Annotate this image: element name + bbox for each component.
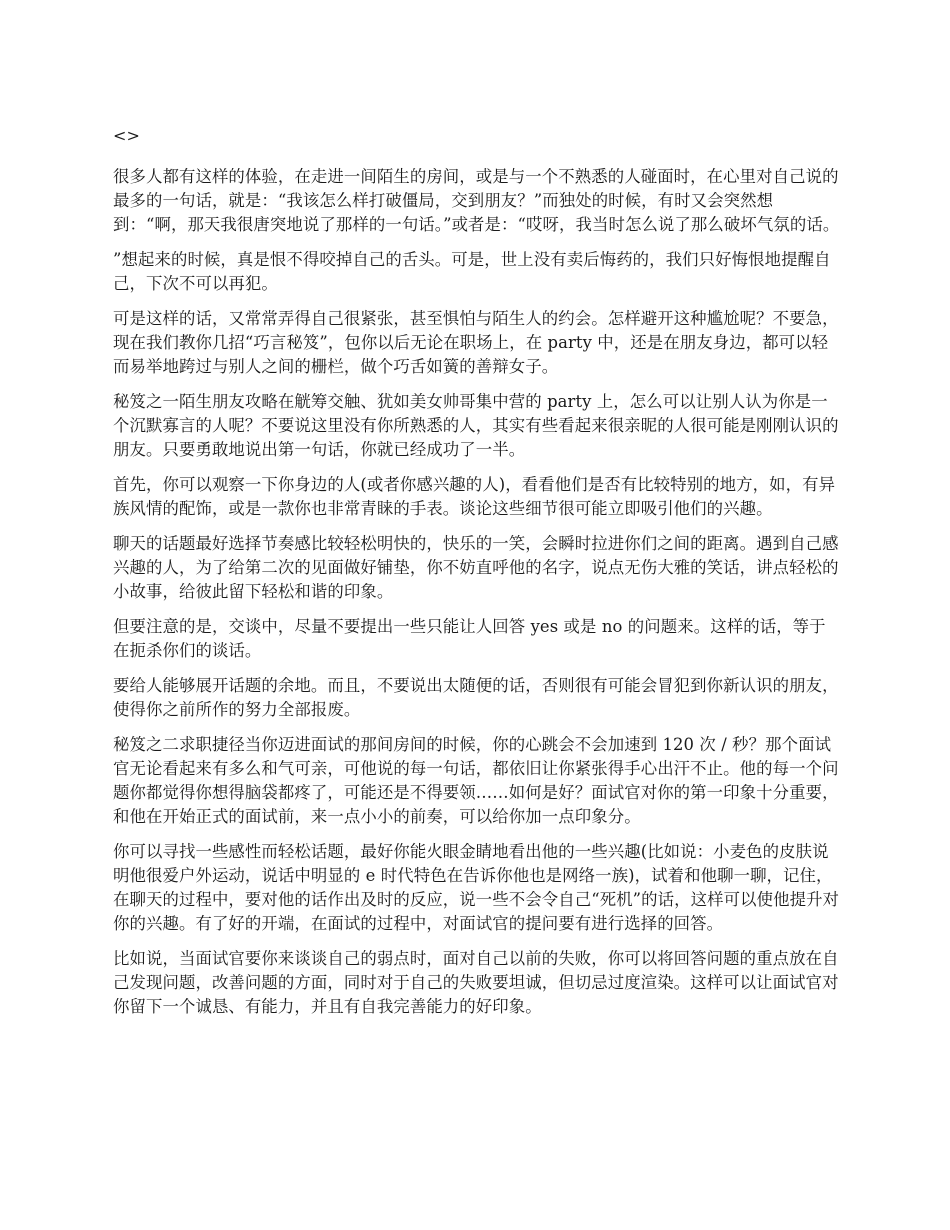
paragraph: 比如说，当面试官要你来谈谈自己的弱点时，面对自己以前的失败，你可以将回答问题的重点放在自己发现问题，改善问题的方面，同时对于自己的失败要坦诚，但切忌过度渲染。这样可以让面试官对你留下一个诚恳、有能力，并且有自我完善能力的好印象。 <box>113 949 839 1016</box>
paragraph: 聊天的话题最好选择节奏感比较轻松明快的，快乐的一笑，会瞬时拉进你们之间的距离。遇到自己感兴趣的人，为了给第二次的见面做好铺垫，你不妨直呼他的名字，说点无伤大雅的笑话，讲点轻松的小故事，给彼此留下轻松和谐的印象。 <box>113 534 839 601</box>
paragraph: 首先，你可以观察一下你身边的人(或者你感兴趣的人)，看看他们是否有比较特别的地方，如，有异族风情的配饰，或是一款你也非常青睐的手表。谈论这些细节很可能立即吸引他们的兴趣。 <box>113 475 836 518</box>
paragraph: 要给人能够展开话题的余地。而且，不要说出太随便的话，否则很有可能会冒犯到你新认识的朋友，使得你之前所作的努力全部报废。 <box>113 676 839 719</box>
paragraph: 可是这样的话，又常常弄得自己很紧张，甚至惧怕与陌生人的约会。怎样避开这种尴尬呢？不要急，现在我们教你几招“巧言秘笈”，包你以后无论在职场上，在 party 中，还是在朋友身边，都可以轻而易举地跨过与别人之间的栅栏，做个巧舌如簧的善辩女子。 <box>113 309 839 376</box>
document-body <box>113 124 841 1030</box>
paragraph: 秘笈之二求职捷径当你迈进面试的那间房间的时候，你的心跳会不会加速到 120 次 / 秒？那个面试官无论看起来有多么和气可亲，可他说的每一句话，都依旧让你紧张得手心出汗不止。他的每一个问题你都觉得你想得脑袋都疼了，可能还是不得要领……如何是好？面试官对你的第一印象十分重要，和他在开始正式的面试前，来一点小小的前奏，可以给你加一点印象分。 <box>113 735 839 826</box>
paragraph: 但要注意的是，交谈中，尽量不要提出一些只能让人回答 yes 或是 no 的问题来。这样的话，等于在扼杀你们的谈话。 <box>113 617 826 660</box>
paragraph: ”想起来的时候，真是恨不得咬掉自己的舌头。可是，世上没有卖后悔药的，我们只好悔恨地提醒自己，下次不可以再犯。 <box>113 250 831 293</box>
paragraph: 秘笈之一陌生朋友攻略在觥筹交触、犹如美女帅哥集中营的 party 上，怎么可以让别人认为你是一个沉默寡言的人呢？不要说这里没有你所熟悉的人，其实有些看起来很亲昵的人很可能是刚刚认识的朋友。只要勇敢地说出第一句话，你就已经成功了一半。 <box>113 392 839 459</box>
document-heading: <> <box>113 126 141 145</box>
paragraph: 你可以寻找一些感性而轻松话题，最好你能火眼金睛地看出他的一些兴趣(比如说：小麦色的皮肤说明他很爱户外运动，说话中明显的 e 时代特色在告诉你他也是网络一族)，试着和他聊一聊，记住，在聊天的过程中，要对他的话作出及时的反应，说一些不会令自己“死机”的话，这样可以使他提升对你的兴趣。有了好的开端，在面试的过程中，对面试官的提问要有进行选择的回答。 <box>113 842 840 933</box>
paragraph: 很多人都有这样的体验，在走进一间陌生的房间，或是与一个不熟悉的人碰面时，在心里对自己说的最多的一句话，就是：“我该怎么样打破僵局，交到朋友？”而独处的时候，有时又会突然想到：“啊，那天我很唐突地说了那样的一句话。”或者是：“哎呀，我当时怎么说了那么破坏气氛的话。 <box>113 167 840 234</box>
